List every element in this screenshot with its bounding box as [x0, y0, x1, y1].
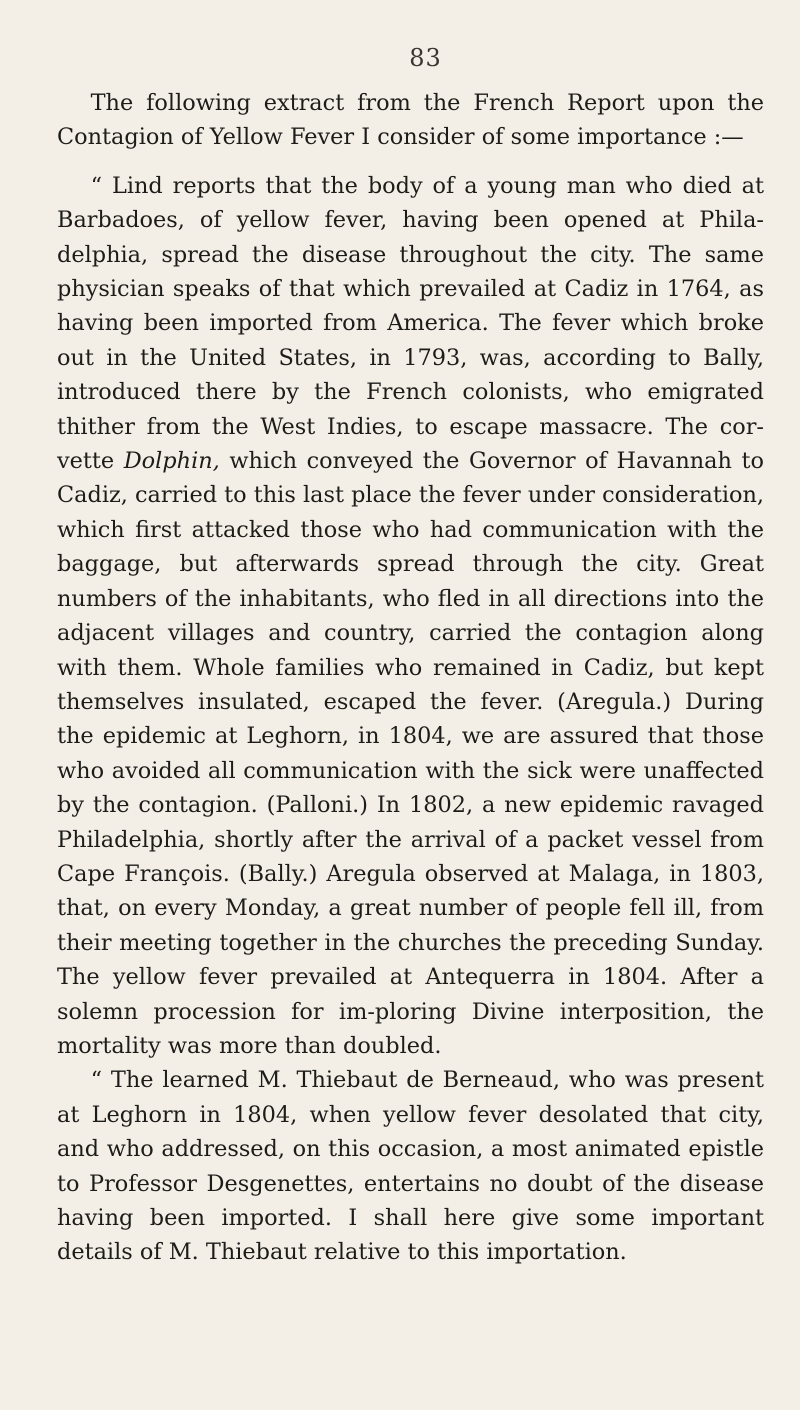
intro-paragraph: The following extract from the French Report upon the Contagion of Yellow Fever I consider of some importance :—	[57, 90, 764, 151]
quote-paragraph-1	[57, 169, 764, 1064]
page-number: 83	[409, 44, 442, 72]
quote-text-part-2: which conveyed the Governor of Havannah to Cadiz, carried to this last place the fever under consideration, which first attacked those who had communication with the baggage, but afterwards spread through the city. Great numbers of the inhabitants, who fled in all directions into the adjacent villages and country, carried the contagion along with them. Whole families who remained in Cadiz, but kept themselves insulated, escaped the fever. (Aregula.) During the epidemic at Leghorn, in 1804, we are assured that those who avoided all communication with the sick were unaffected by the contagion. (Palloni.) In 1802, a new epidemic ravaged Philadelphia, shortly after the arrival of a packet vessel from Cape François. (Bally.) Aregula observed at Malaga, in 1803, that, on every Monday, a great number of people fell ill, from their meeting together in the churches the preceding Sunday. The yellow fever prevailed at Antequerra in 1804. After a solemn procession for im-ploring Divine interposition, the mortality was more than doubled.	[57, 448, 765, 1059]
quote-text-part-1: “ Lind reports that the body of a young man who died at Barbadoes, of yellow fever, having been opened at Phila-delphia, spread the disease throughout the city. The same physician speaks of that which prevailed at Cadiz in 1764, as having been imported from America. The fever which broke out in the United States, in 1793, was, according to Bally, introduced there by the French colonists, who emigrated thither from the West Indies, to escape massacre. The cor-vette	[57, 172, 764, 475]
quote-paragraph-2: “ The learned M. Thiebaut de Berneaud, who was present at Leghorn in 1804, when yellow fever desolated that city, and who addressed, on this occasion, a most animated epistle to Professor Desgenettes, entertains no doubt of the disease having been imported. I shall here give some important details of M. Thiebaut relative to this importation.	[57, 1067, 764, 1266]
ship-name: Dolphin,	[123, 448, 220, 475]
